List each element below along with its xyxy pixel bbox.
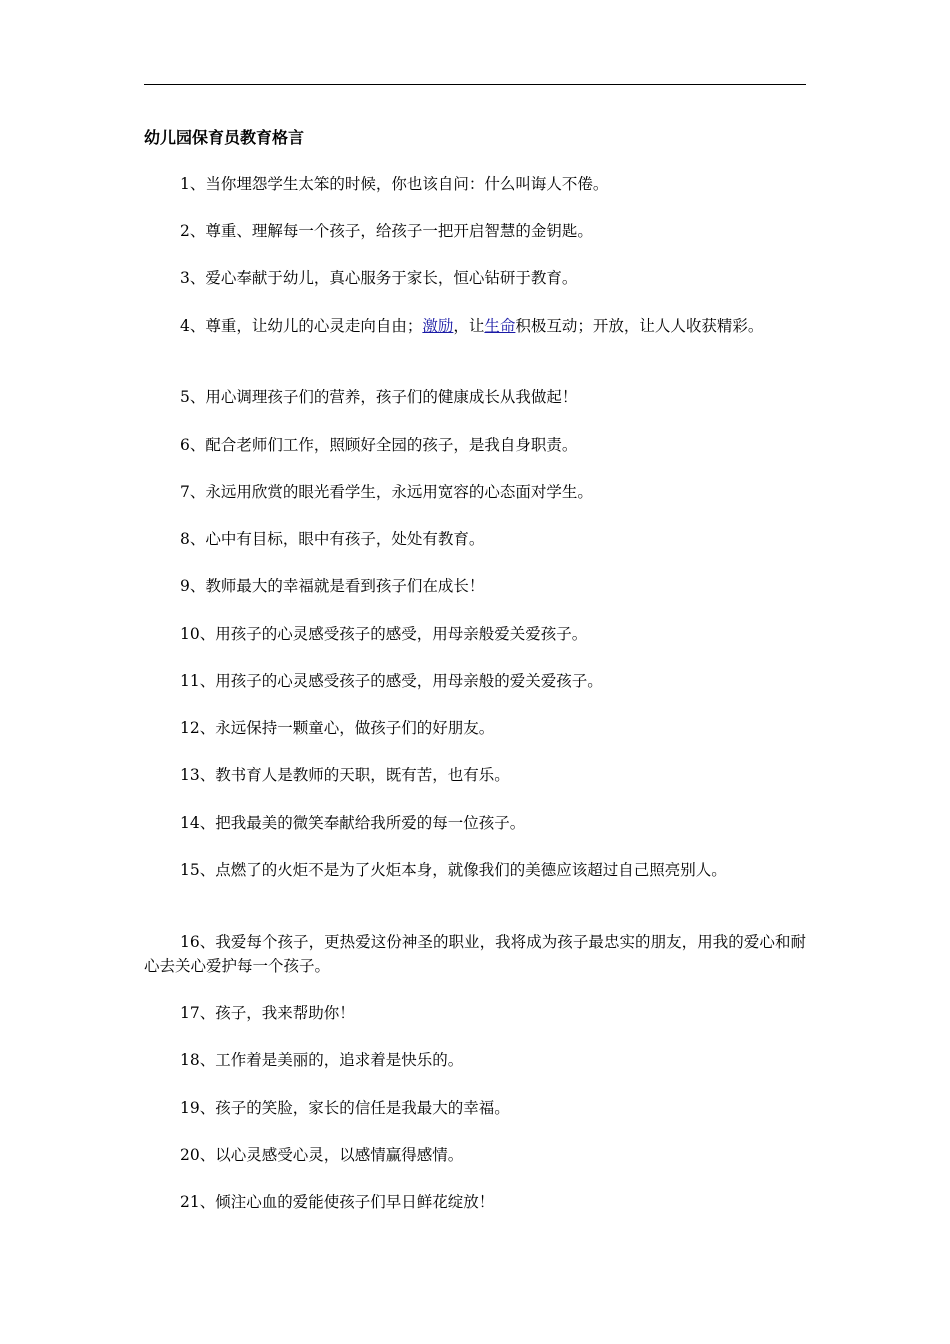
list-item: 11、用孩子的心灵感受孩子的感受，用母亲般的爱关爱孩子。 xyxy=(180,672,603,690)
item-text: ，让 xyxy=(453,317,485,335)
item-text: 4、尊重，让幼儿的心灵走向自由； xyxy=(180,317,423,335)
link-encourage[interactable]: 激励 xyxy=(422,317,454,335)
list-item: 9、教师最大的幸福就是看到孩子们在成长！ xyxy=(180,577,485,595)
item-text: 积极互动；开放，让人人收获精彩。 xyxy=(515,317,764,335)
list-item: 15、点燃了的火炬不是为了火炬本身，就像我们的美德应该超过自己照亮别人。 xyxy=(180,861,727,879)
list-item: 12、永远保持一颗童心，做孩子们的好朋友。 xyxy=(180,719,495,737)
list-item: 1、当你埋怨学生太笨的时候，你也该自问：什么叫诲人不倦。 xyxy=(180,175,609,193)
list-item: 3、爱心奉献于幼儿，真心服务于家长，恒心钻研于教育。 xyxy=(180,269,578,287)
list-item: 10、用孩子的心灵感受孩子的感受，用母亲般爱关爱孩子。 xyxy=(180,625,588,643)
list-item: 19、孩子的笑脸，家长的信任是我最大的幸福。 xyxy=(180,1099,510,1117)
list-item: 8、心中有目标，眼中有孩子，处处有教育。 xyxy=(180,530,485,548)
list-item: 17、孩子，我来帮助你！ xyxy=(180,1004,355,1022)
list-item: 13、教书育人是教师的天职，既有苦，也有乐。 xyxy=(180,766,510,784)
header-rule xyxy=(144,84,806,85)
list-item: 6、配合老师们工作，照顾好全园的孩子，是我自身职责。 xyxy=(180,436,578,454)
list-item: 20、以心灵感受心灵，以感情赢得感情。 xyxy=(180,1146,464,1164)
link-life[interactable]: 生命 xyxy=(484,317,516,335)
list-item: 18、工作着是美丽的，追求着是快乐的。 xyxy=(180,1051,464,1069)
list-item: 14、把我最美的微笑奉献给我所爱的每一位孩子。 xyxy=(180,814,526,832)
list-item: 16、我爱每个孩子，更热爱这份神圣的职业，我将成为孩子最忠实的朋友，用我的爱心和耐心去关心爱护每一个孩子。 xyxy=(144,933,806,975)
document-title: 幼儿园保育员教育格言 xyxy=(144,128,305,147)
list-item xyxy=(144,314,806,338)
list-item: 7、永远用欣赏的眼光看学生，永远用宽容的心态面对学生。 xyxy=(180,483,593,501)
list-item: 21、倾注心血的爱能使孩子们早日鲜花绽放！ xyxy=(180,1193,495,1211)
list-item: 5、用心调理孩子们的营养，孩子们的健康成长从我做起！ xyxy=(180,388,578,406)
list-item: 2、尊重、理解每一个孩子，给孩子一把开启智慧的金钥匙。 xyxy=(180,222,593,240)
